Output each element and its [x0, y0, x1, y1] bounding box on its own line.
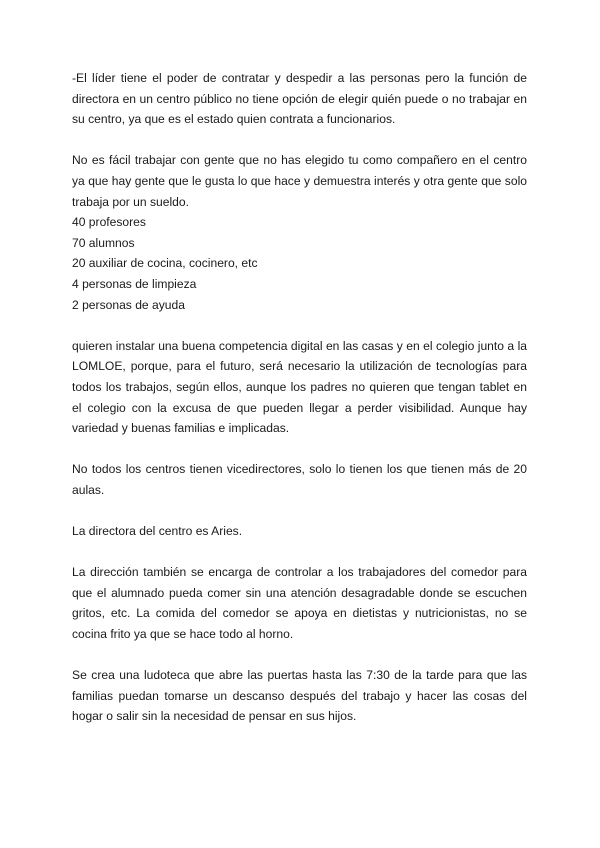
document-body [72, 68, 527, 748]
list-item-cleaning: 4 personas de limpieza [72, 276, 197, 291]
paragraph-digital-competence: quieren instalar una buena competencia digital en las casas y en el colegio junto a la LOMLOE, porque, para el futuro, será necesario la utilización de tecnologías para todos los trabajos, según ellos, aunque los padres no quieren que tengan tablet en el colegio con la excusa de que pueden llegar a perder visibilidad. Aunque hay variedad y buenas familias e implicadas. [72, 338, 527, 436]
paragraph-colleagues: No es fácil trabajar con gente que no has elegido tu como compañero en el centro ya que hay gente que le gusta lo que hace y demuestra interés y otra gente que solo trabaja por un sueldo. [72, 153, 527, 209]
paragraph-director-name: La directora del centro es Aries. [72, 524, 243, 539]
paragraph-dining-room: La dirección también se encarga de controlar a los trabajadores del comedor para que el alumnado pueda comer sin una atención desagradable donde se escuchen gritos, etc. La comida del comedor se apoya en dietistas y nutricionistas, no se cocina frito ya que se hace todo al horno. [72, 565, 527, 642]
paragraph-ludoteca: Se crea una ludoteca que abre las puertas hasta las 7:30 de la tarde para que las familias puedan tomarse un descanso después del trabajo y hacer las cosas del hogar o salir sin la necesidad de pensar en sus hijos. [72, 668, 527, 724]
paragraph-leader-power: -El líder tiene el poder de contratar y despedir a las personas pero la función de directora en un centro público no tiene opción de elegir quién puede o no trabajar en su centro, ya que es el estado quien contrata a funcionarios. [72, 71, 527, 127]
list-item-students: 70 alumnos [72, 235, 135, 250]
paragraph-vice-directors: No todos los centros tienen vicedirectores, solo lo tienen los que tienen más de 20 aulas. [72, 462, 527, 497]
list-item-helpers: 2 personas de ayuda [72, 297, 185, 312]
staff-section [72, 150, 527, 315]
list-item-kitchen: 20 auxiliar de cocina, cocinero, etc [72, 256, 258, 271]
list-item-teachers: 40 profesores [72, 215, 146, 230]
